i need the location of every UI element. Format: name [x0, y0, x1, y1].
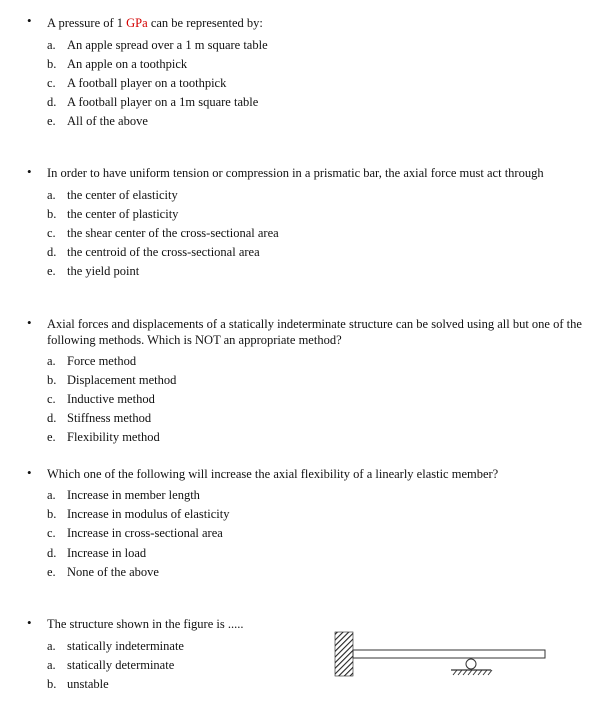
- option: d. Stiffness method: [47, 411, 152, 425]
- bullet: •: [27, 315, 32, 330]
- option: e. the yield point: [47, 264, 140, 278]
- option: a. An apple spread over a 1 m square table: [47, 38, 268, 52]
- structure-figure: [333, 630, 553, 680]
- option: c. the shear center of the cross-sectional area: [47, 226, 279, 240]
- option: a. Increase in member length: [47, 488, 200, 502]
- option: c. A football player on a toothpick: [47, 76, 227, 90]
- option: c. Increase in cross-sectional area: [47, 526, 223, 540]
- bullet: •: [27, 13, 32, 28]
- option: b. An apple on a toothpick: [47, 57, 188, 71]
- option: e. Flexibility method: [47, 430, 160, 444]
- bullet: •: [27, 164, 32, 179]
- option: d. Increase in load: [47, 546, 147, 560]
- option: a. statically indeterminate: [47, 639, 184, 653]
- option: a. Force method: [47, 354, 137, 368]
- option: a. statically determinate: [47, 658, 175, 672]
- option: e. None of the above: [47, 565, 159, 579]
- option: a. the center of elasticity: [47, 188, 178, 202]
- question-stem: In order to have uniform tension or compression in a prismatic bar, the axial force must act through: [47, 166, 544, 180]
- option: c. Inductive method: [47, 392, 155, 406]
- option: e. All of the above: [47, 114, 148, 128]
- question-stem: The structure shown in the figure is .....: [47, 617, 244, 631]
- question-stem: Axial forces and displacements of a statically indeterminate structure can be solved using all but one of the following methods. Which is NOT an appropriate method?: [47, 317, 582, 347]
- beam: [353, 650, 545, 658]
- option: b. unstable: [47, 677, 109, 691]
- option: b. the center of plasticity: [47, 207, 179, 221]
- option: d. the centroid of the cross-sectional area: [47, 245, 260, 259]
- ground-hatch: [453, 670, 492, 675]
- roller-support: [451, 659, 491, 670]
- question-stem: Which one of the following will increase the axial flexibility of a linearly elastic member?: [47, 467, 499, 481]
- option: b. Increase in modulus of elasticity: [47, 507, 230, 521]
- question-stem: A pressure of 1 GPa can be represented by:: [47, 16, 263, 30]
- option: d. A football player on a 1m square table: [47, 95, 259, 109]
- bullet: •: [27, 465, 32, 480]
- option: b. Displacement method: [47, 373, 177, 387]
- fixed-support-hatch: [335, 632, 353, 676]
- bullet: •: [27, 615, 32, 630]
- gpa-highlight: GPa: [126, 16, 148, 30]
